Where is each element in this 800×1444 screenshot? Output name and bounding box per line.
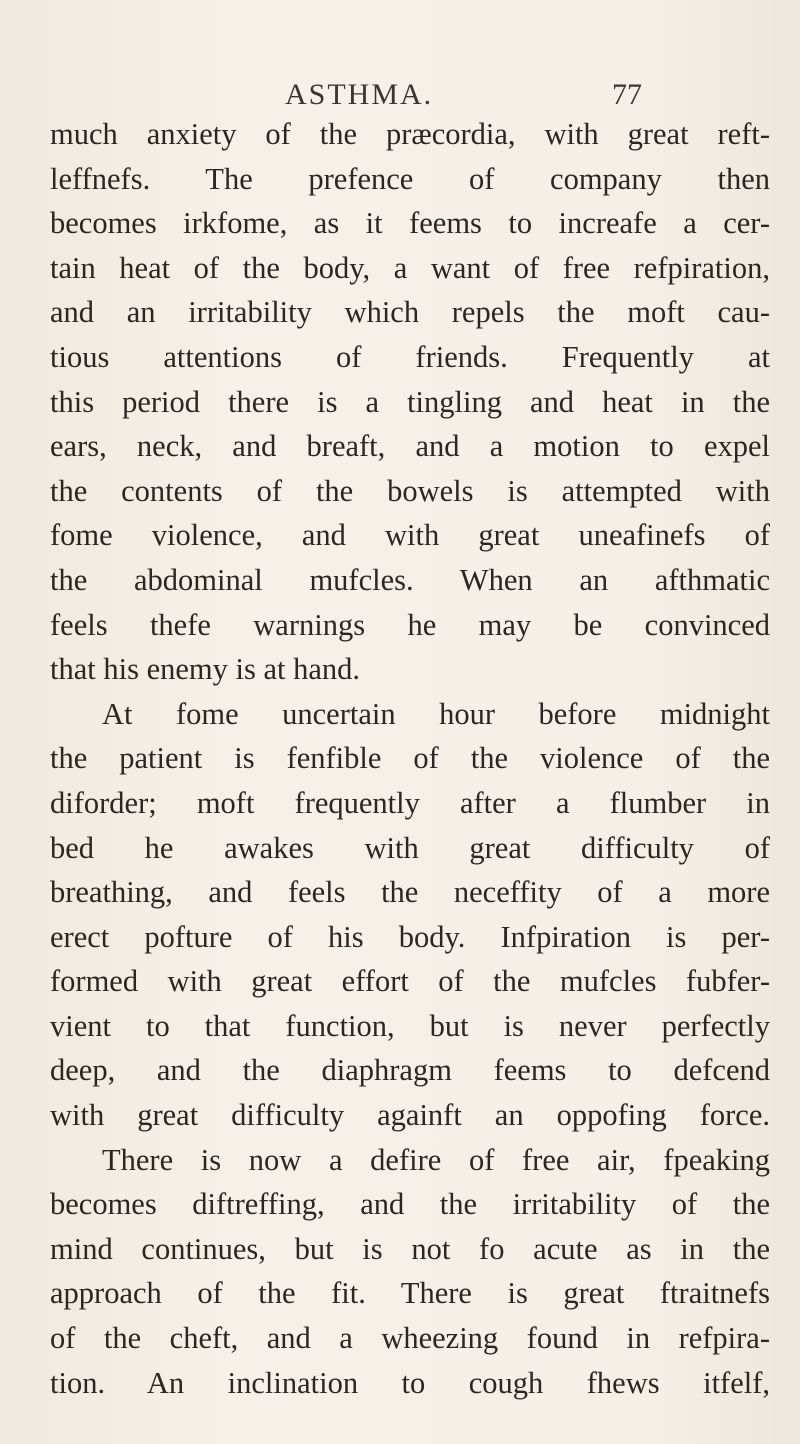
text-line: breathing, and feels the neceffity of a more (50, 875, 770, 910)
text-line: this period there is a tingling and heat in the (50, 384, 770, 419)
text-line: with great difficulty againft an oppofing force. (50, 1098, 770, 1133)
text-line: the contents of the bowels is attempted with (50, 473, 770, 508)
text-line: that his enemy is at hand. (50, 652, 361, 687)
text-line: of the cheft, and a wheezing found in refpira- (50, 1321, 770, 1356)
text-line: erect pofture of his body. Infpiration is per- (50, 919, 770, 954)
text-line: ears, neck, and breaft, and a motion to expel (50, 429, 770, 464)
text-line: and an irritability which repels the moft cau- (50, 295, 770, 330)
text-line: tion. An inclination to cough fhews itfelf, (50, 1365, 770, 1400)
text-line: approach of the fit. There is great ftraitnefs (50, 1276, 770, 1311)
text-line: formed with great effort of the mufcles fubfer- (50, 964, 770, 999)
page-number: 77 (612, 78, 642, 111)
body-text (50, 112, 770, 1405)
text-line: becomes diftreffing, and the irritability of the (50, 1187, 770, 1222)
text-line: diforder; moft frequently after a flumber in (50, 785, 770, 820)
text-line: the patient is fenfible of the violence of the (50, 741, 770, 776)
text-line: At fome uncertain hour before midnight (102, 696, 770, 731)
text-line: There is now a defire of free air, fpeaking (102, 1142, 770, 1177)
text-line: much anxiety of the præcordia, with great reft- (50, 117, 770, 151)
text-line: tious attentions of friends. Frequently at (50, 339, 770, 374)
text-line: becomes irkfome, as it feems to increafe a cer- (50, 206, 770, 241)
text-line: leffnefs. The prefence of company then (50, 161, 770, 196)
text-line: tain heat of the body, a want of free refpiration, (50, 250, 770, 285)
text-line: vient to that function, but is never perfectly (50, 1008, 770, 1043)
running-title: ASTHMA. (285, 78, 434, 111)
text-line: feels thefe warnings he may be convinced (50, 607, 770, 642)
text-line: deep, and the diaphragm feems to defcend (50, 1053, 770, 1088)
text-line: fome violence, and with great uneafinefs of (50, 518, 770, 553)
text-line: bed he awakes with great difficulty of (50, 830, 770, 865)
text-line: mind continues, but is not fo acute as in the (50, 1231, 770, 1266)
text-line: the abdominal mufcles. When an afthmatic (50, 562, 770, 597)
